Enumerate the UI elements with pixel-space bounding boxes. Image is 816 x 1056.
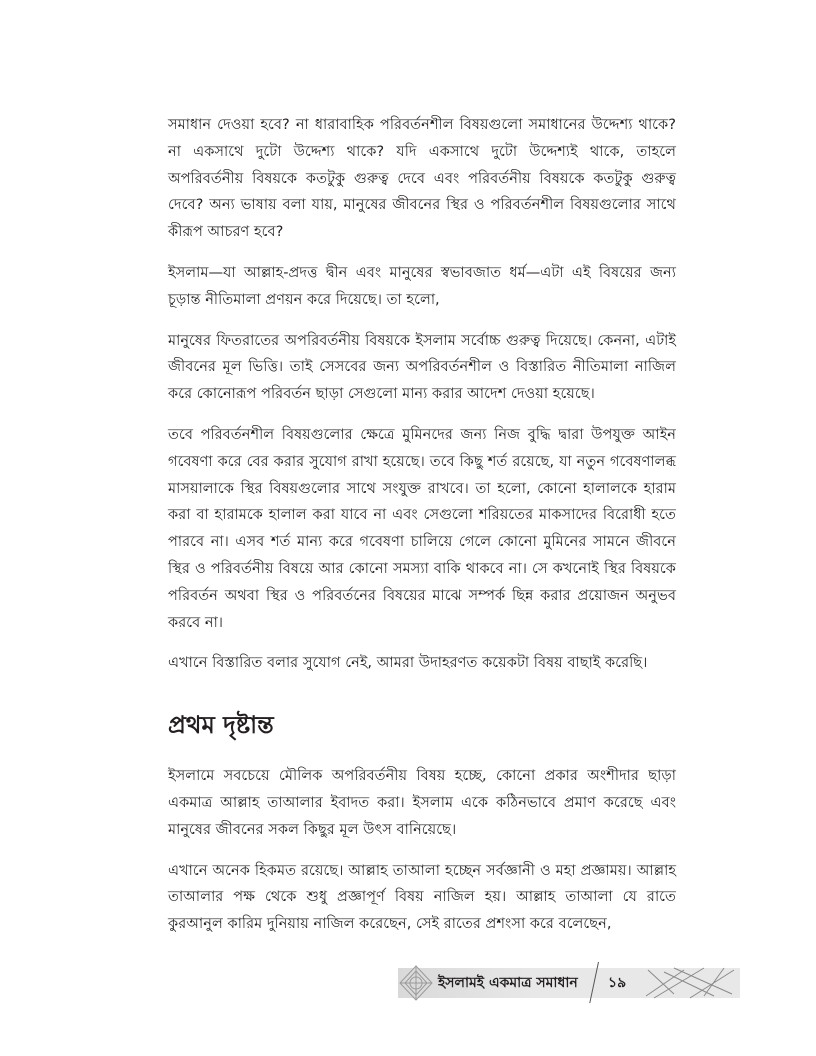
paragraph-6: ইসলামে সবচেয়ে মৌলিক অপরিবর্তনীয় বিষয় হচ্ছে, কোনো প্রকার অংশীদার ছাড়া একমাত্র আল্লাহ তাআলার ইবাদত করা। ইসলাম একে কঠিনভাবে প্রমাণ করেছে এবং মানুষের জীবনের সকল কিছুর মূল উৎস বানিয়েছে। <box>168 767 676 838</box>
page-number: ১৯ <box>608 975 627 991</box>
section-heading: প্রথম দৃষ্টান্ত <box>168 711 274 740</box>
hatch-lines-icon <box>644 966 738 1000</box>
paragraph-7: এখানে অনেক হিকমত রয়েছে। আল্লাহ তাআলা হচ্ছেন সর্বজ্ঞানী ও মহা প্রজ্ঞাময়। আল্লাহ তাআলার পক্ষ থেকে শুধু প্রজ্ঞাপূর্ণ বিষয় নাজিল হয়। আল্লাহ তাআলা যে রাতে কুরআনুল কারিম দুনিয়ায় নাজিল করেছেন, সেই রাতের প্রশংসা করে বলেছেন, <box>168 861 676 933</box>
paragraph-2: ইসলাম—যা আল্লাহ-প্রদত্ত দ্বীন এবং মানুষের স্বভাবজাত ধর্ম—এটা এই বিষয়ের জন্য চূড়ান্ত নীতিমালা প্রণয়ন করে দিয়েছে। তা হলো, <box>168 263 676 308</box>
page-body <box>168 112 676 952</box>
paragraph-4: তবে পরিবর্তনশীল বিষয়গুলোর ক্ষেত্রে মুমিনদের জন্য নিজ বুদ্ধি দ্বারা উপযুক্ত আইন গবেষণা করে বের করার সুযোগ রাখা হয়েছে। তবে কিছু শর্ত রয়েছে, যা নতুন গবেষণালব্ধ মাসয়ালাকে স্থির বিষয়গুলোর সাথে সংযুক্ত রাখবে। তা হলো, কোনো হালালকে হারাম করা বা হারামকে হালাল করা যাবে না এবং সেগুলো শরিয়তের মাকসাদের বিরোধী হতে পারবে না। এসব শর্ত মান্য করে গবেষণা চালিয়ে গেলে কোনো মুমিনের সামনে জীবনে স্থির ও পরিবর্তনীয় বিষয়ে আর কোনো সমস্যা বাকি থাকবে না। সে কখনোই স্থির বিষয়কে পরিবর্তন অথবা স্থির ও পরিবর্তনের বিষয়ের মাঝে সম্পর্ক ছিন্ন করার প্রয়োজন অনুভব করবে না। <box>168 425 676 631</box>
paragraph-1: সমাধান দেওয়া হবে? না ধারাবাহিক পরিবর্তনশীল বিষয়গুলো সমাধানের উদ্দেশ্য থাকে? না একসাথে দুটো উদ্দেশ্য থাকে? যদি একসাথে দুটো উদ্দেশ্যই থাকে, তাহলে অপরিবর্তনীয় বিষয়কে কতটুকু গুরুত্ব দেবে এবং পরিবর্তনীয় বিষয়কে কতটুকু গুরুত্ব দেবে? অন্য ভাষায় বলা যায়, মানুষের জীবনের স্থির ও পরিবর্তনশীল বিষয়গুলোর সাথে কীরূপ আচরণ হবে? <box>168 116 676 241</box>
paragraph-5: এখানে বিস্তারিত বলার সুযোগ নেই, আমরা উদাহরণত কয়েকটা বিষয় বাছাই করেছি। <box>168 654 648 672</box>
ornament-icon <box>398 964 434 1002</box>
page-footer <box>398 962 738 1004</box>
footer-book-title: ইসলামই একমাত্র সমাধান <box>438 975 578 991</box>
paragraph-3: মানুষের ফিতরাতের অপরিবর্তনীয় বিষয়কে ইসলাম সর্বোচ্চ গুরুত্ব দিয়েছে। কেননা, এটাই জীবনের মূল ভিত্তি। তাই সেসবের জন্য অপরিবর্তনশীল ও বিস্তারিত নীতিমালা নাজিল করে কোনোরূপ পরিবর্তন ছাড়া সেগুলো মান্য করার আদেশ দেওয়া হয়েছে। <box>168 331 676 403</box>
